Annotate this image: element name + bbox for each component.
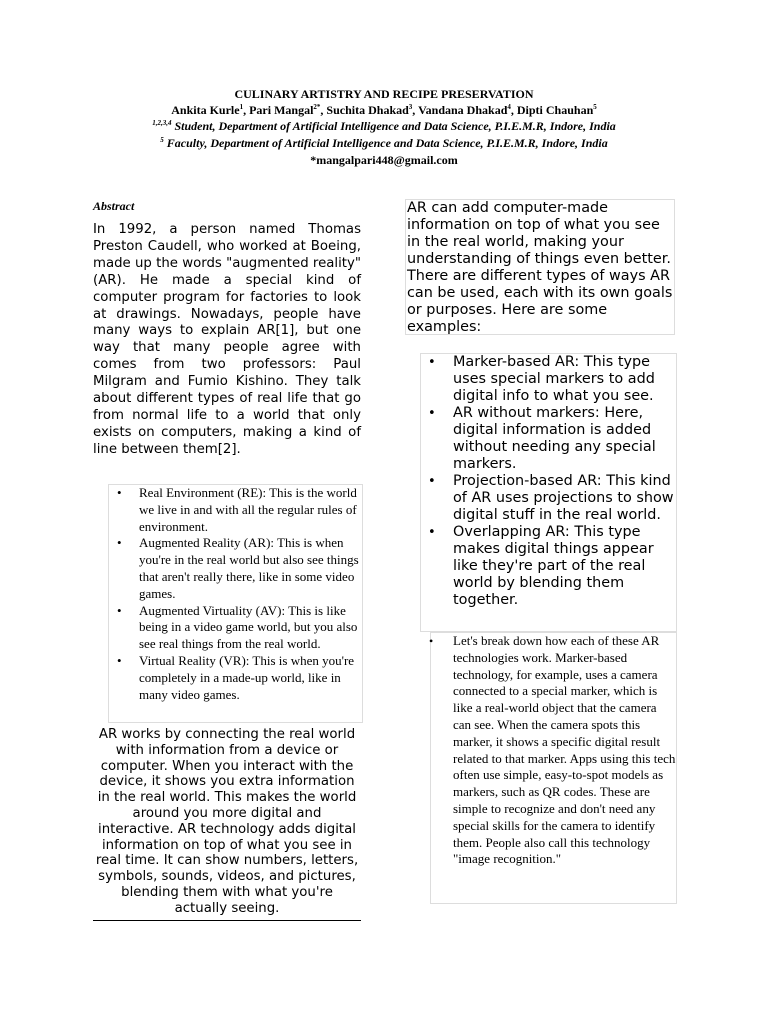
bullet-icon: •	[429, 634, 434, 648]
paper-header	[0, 86, 768, 168]
bullet-icon: •	[428, 525, 436, 540]
paper-title: CULINARY ARTISTRY AND RECIPE PRESERVATION	[234, 87, 534, 101]
author-sup: 1	[239, 103, 244, 111]
bullet-icon: •	[117, 535, 122, 551]
bullet-icon: •	[428, 355, 436, 370]
ar-types-list	[420, 353, 677, 632]
list-item-text: Augmented Virtuality (AV): This is like being in a video game world, but you also see real things from the real world.	[139, 602, 358, 652]
author-sup: 3	[408, 103, 413, 111]
affiliation-student	[0, 118, 768, 135]
list-item-text: Virtual Reality (VR): This is when you're completely in a made-up world, like in many video games.	[139, 652, 355, 702]
corresponding-email: *mangalpari448@gmail.com	[310, 153, 458, 167]
bullet-icon: •	[428, 474, 436, 489]
author-name: Suchita Dhakad	[326, 103, 409, 117]
author-name: Pari Mangal	[249, 103, 314, 117]
list-item-text: Real Environment (RE): This is the world we live in and with all the regular rules of environment.	[139, 485, 357, 534]
bullet-icon: •	[117, 652, 122, 668]
affiliation-text: Faculty, Department of Artificial Intelligence and Data Science, P.I.E.M.R, Indore, India	[163, 136, 608, 150]
list-item-text: Let's break down how each of these AR technologies work. Marker-based technology, for example, uses a camera connected to a special marker, which is like a real-world object that the camera can see. When the camera spots this marker, it shows a specific digital result related to that marker. Apps using this tech often use simple, easy-to-spot models as markers, such as QR codes. These are simple to recognize and don't need any special skills for the camera to identify them. People also call this technology "image recognition."	[453, 633, 676, 867]
list-item-text: Augmented Reality (AR): This is when you're in the real world but also see things that aren't really there, like in some video games.	[139, 535, 359, 601]
list-item	[431, 633, 676, 868]
affiliation-sup: 1,2,3,4	[152, 119, 172, 127]
list-item	[421, 473, 676, 524]
affiliation-faculty	[0, 135, 768, 152]
bullet-icon: •	[428, 406, 436, 421]
author-name: Dipti Chauhan	[516, 103, 594, 117]
list-item	[109, 603, 362, 653]
affiliation-text: Student, Department of Artificial Intelligence and Data Science, P.I.E.M.R, Indore, India	[171, 119, 616, 133]
abstract-paragraph: In 1992, a person named Thomas Preston Caudell, who worked at Boeing, made up the words "augmented reality" (AR). He made a special kind of computer program for factories to look at drawings. Nowadays, people have many ways to explain AR[1], but one way that many people agree with comes from two professors: Paul Milgram and Fumio Kishino. They talk about different types of real life that go from normal life to a world that only exists on computers, making a kind of line between them[2].	[93, 222, 361, 457]
list-item-text: Projection-based AR: This kind of AR uses projections to show digital stuff in the real world.	[453, 473, 674, 523]
author-sup: 5	[593, 103, 597, 111]
bullet-icon: •	[117, 485, 122, 500]
abstract-heading: Abstract	[93, 199, 135, 213]
breakdown-list	[430, 632, 677, 904]
list-item	[421, 405, 676, 473]
list-item	[109, 485, 362, 535]
author-name: Vandana Dhakad	[418, 103, 508, 117]
ar-intro-paragraph: AR can add computer-made information on top of what you see in the real world, making your understanding of things even better. There are different types of ways AR can be used, each with its own goals or purposes. Here are some examples:	[405, 199, 675, 335]
list-item-text: Marker-based AR: This type uses special markers to add digital info to what you see.	[453, 354, 655, 404]
ar-works-paragraph: AR works by connecting the real world with information from a device or computer. When you interact with the device, it shows you extra information in the real world. This makes the world around you more digital and interactive. AR technology adds digital information on top of what you see in real time. It can show numbers, letters, symbols, sounds, videos, and pictures, blending them with what you're actually seeing.	[93, 727, 361, 921]
list-item-text: AR without markers: Here, digital information is added without needing any special markers.	[453, 405, 656, 472]
author-list: Ankita Kurle$^1$, Pari Mangal$^{2*}$, Suchita Dhakad$^3$, Vandana Dhakad$^4$, Dipti Chauhan$^5$	[171, 103, 597, 117]
affiliation-sup: 5	[160, 136, 164, 144]
author-name: Ankita Kurle	[171, 103, 240, 117]
author-sup: 4	[507, 103, 511, 111]
list-item	[109, 653, 362, 703]
bullet-icon: •	[117, 602, 122, 618]
list-item	[421, 524, 676, 609]
list-item	[421, 354, 676, 405]
list-item-text: Overlapping AR: This type makes digital things appear like they're part of the real world by blending them together.	[453, 524, 654, 608]
reality-types-list	[108, 484, 363, 723]
author-sup: 2*	[313, 103, 321, 111]
list-item	[109, 535, 362, 602]
